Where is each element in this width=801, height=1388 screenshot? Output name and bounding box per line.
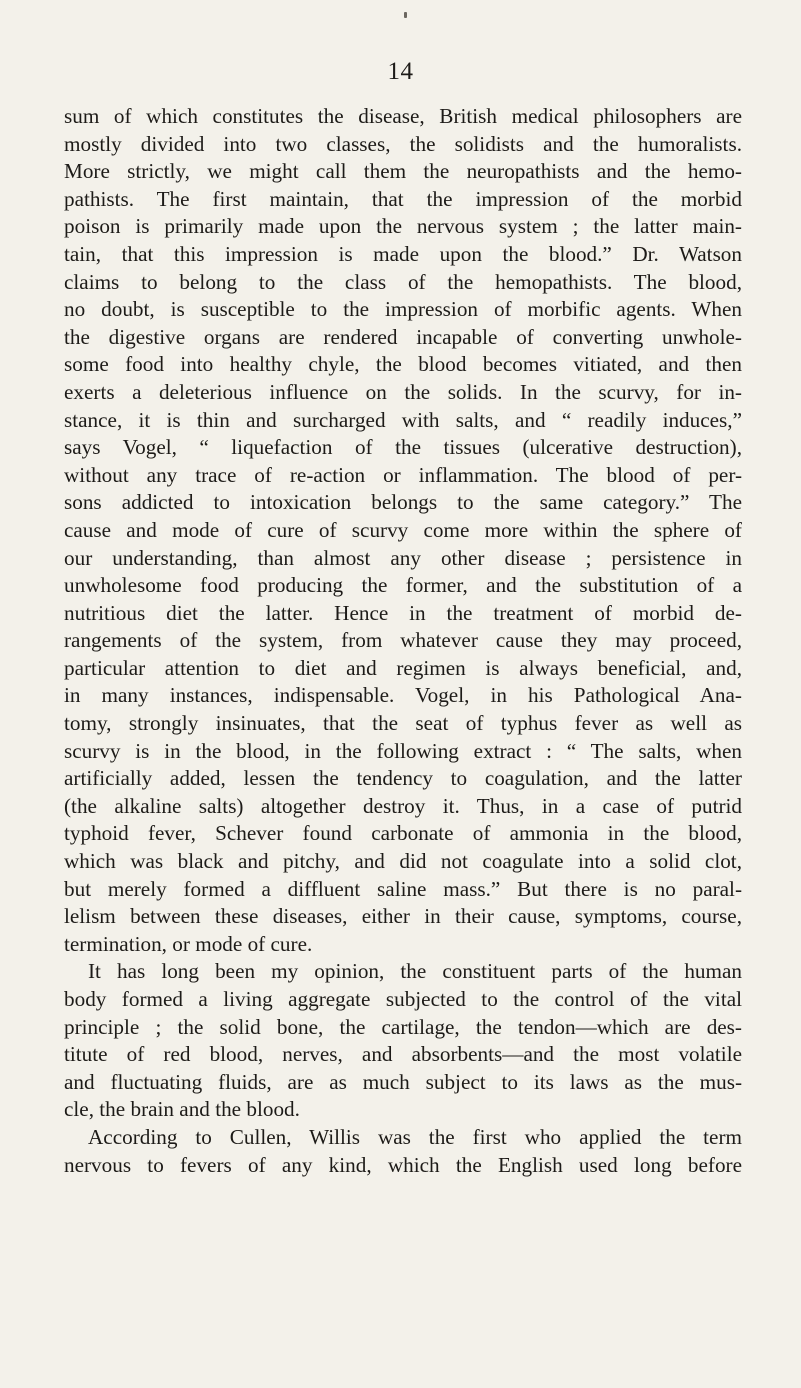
text-line: but merely formed a diffluent saline mass.” But there is no paral- (64, 876, 742, 901)
text-line: More strictly, we might call them the neuropathists and the hemo- (64, 159, 742, 184)
text-line: cle, the brain and the blood. (64, 1097, 300, 1122)
text-line: some food into healthy chyle, the blood becomes vitiated, and then (64, 352, 742, 377)
text-line: exerts a deleterious influence on the solids. In the scurvy, for in- (64, 379, 742, 404)
body-text (64, 103, 742, 1179)
text-line: unwholesome food producing the former, and the substitution of a (64, 573, 742, 598)
text-line: no doubt, is susceptible to the impression of morbific agents. When (64, 297, 742, 322)
text-line: our understanding, than almost any other disease ; persistence in (64, 545, 742, 570)
text-line: and fluctuating fluids, are as much subject to its laws as the mus- (64, 1069, 742, 1094)
text-line: poison is primarily made upon the nervous system ; the latter main- (64, 214, 742, 239)
text-line: It has long been my opinion, the constituent parts of the human (88, 959, 742, 984)
text-line: sons addicted to intoxication belongs to the same category.” The (64, 490, 742, 515)
text-line: principle ; the solid bone, the cartilage, the tendon—which are des- (64, 1014, 742, 1039)
text-line: claims to belong to the class of the hemopathists. The blood, (64, 269, 742, 294)
text-line: pathists. The first maintain, that the impression of the morbid (64, 186, 742, 211)
text-line: artificially added, lessen the tendency to coagulation, and the latter (64, 766, 742, 791)
text-line: According to Cullen, Willis was the first who applied the term (88, 1124, 742, 1149)
text-line: without any trace of re-action or inflammation. The blood of per- (64, 462, 742, 487)
text-line: cause and mode of cure of scurvy come more within the sphere of (64, 517, 742, 542)
text-line: body formed a living aggregate subjected to the control of the vital (64, 987, 742, 1011)
ink-speck (404, 12, 407, 18)
text-line: rangements of the system, from whatever cause they may proceed, (64, 628, 742, 653)
text-line: (the alkaline salts) altogether destroy it. Thus, in a case of putrid (64, 793, 742, 818)
text-line: which was black and pitchy, and did not coagulate into a solid clot, (64, 849, 742, 874)
text-line: nervous to fevers of any kind, which the English used long before (64, 1152, 742, 1177)
text-line: lelism between these diseases, either in their cause, symptoms, course, (64, 904, 742, 929)
text-line: typhoid fever, Schever found carbonate of ammonia in the blood, (64, 821, 742, 846)
text-line: says Vogel, “ liquefaction of the tissues (ulcerative destruction), (64, 435, 742, 460)
text-line: scurvy is in the blood, in the following extract : “ The salts, when (64, 738, 742, 763)
text-line: titute of red blood, nerves, and absorbents—and the most volatile (64, 1042, 742, 1067)
text-line: nutritious diet the latter. Hence in the treatment of morbid de- (64, 600, 742, 625)
text-line: the digestive organs are rendered incapable of converting unwhole- (64, 324, 742, 349)
text-line: mostly divided into two classes, the solidists and the humoralists. (64, 131, 742, 156)
text-line: stance, it is thin and surcharged with salts, and “ readily induces,” (64, 407, 742, 432)
text-line: tomy, strongly insinuates, that the seat of typhus fever as well as (64, 711, 742, 736)
page-number: 14 (387, 58, 414, 85)
text-line: in many instances, indispensable. Vogel, in his Pathological Ana- (64, 683, 742, 708)
text-line: particular attention to diet and regimen is always beneficial, and, (64, 655, 742, 680)
text-line: tain, that this impression is made upon the blood.” Dr. Watson (64, 241, 742, 266)
text-line: termination, or mode of cure. (64, 931, 313, 956)
text-line: sum of which constitutes the disease, British medical philosophers are (64, 104, 742, 128)
